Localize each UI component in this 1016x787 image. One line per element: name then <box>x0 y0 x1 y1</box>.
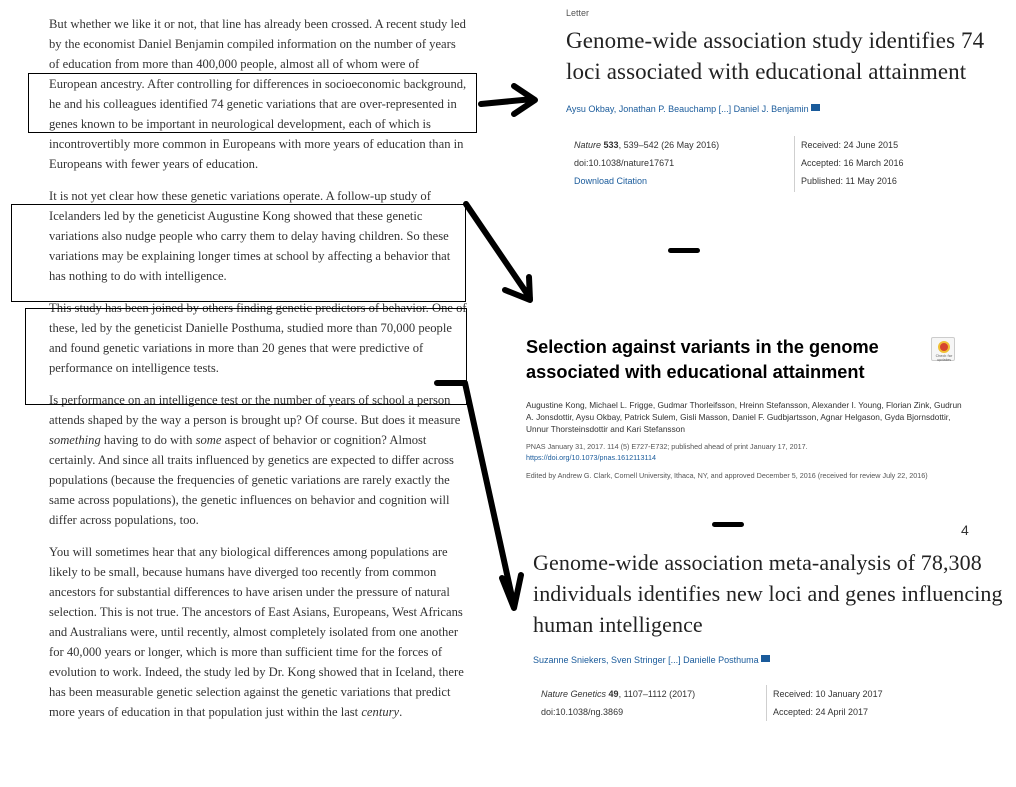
article-type-label: Letter <box>566 8 590 18</box>
paragraph-text: This study has been joined by others finding genetic predictors of behavior. One of these, led by the geneticist Danielle Posthuma, studied more than 70,000 people and found genetic variations in more than 20 genes that were predictive of performance on intelligence tests. <box>49 301 467 375</box>
arrow-to-paper2 <box>466 204 530 300</box>
paragraph-text: It is not yet clear how these genetic variations operate. A follow-up study of Icelanders led by the geneticist Augustine Kong showed that these genetic variations also nudge people who carry them to delay having children. So these variations may be explaining longer times at school by affecting a behavior that has nothing to do with intelligence. <box>49 189 451 283</box>
arrow-to-paper3 <box>437 383 521 608</box>
journal-citation: Nature Genetics 49, 1107–1112 (2017) <box>541 689 696 699</box>
journal-citation: Nature 533, 539–542 (26 May 2016) <box>574 140 720 150</box>
accepted-date: Accepted: 16 March 2016 <box>801 158 904 168</box>
author-list[interactable]: Suzanne Sniekers, Sven Stringer [...] Danielle Posthuma <box>533 655 1003 665</box>
paragraph-text: aspect of behavior or cognition? Almost certainly. And since all traits influenced by genetics are expected to differ across populations (because the frequencies of genetic variations are rarely exactly the same across populations), the genetic influences on behavior and cognition will differ across populations, too. <box>49 433 454 527</box>
paper-title[interactable]: Genome-wide association study identifies 74 loci associated with educational attainment <box>566 28 985 84</box>
paragraph-text: You will sometimes hear that any biological differences among populations are likely to be small, because humans have diverged too recently from common ancestors for substantial differences to have arisen under the pressure of natural selection. This is not true. The ancestors of East Asians, Europeans, West Africans and Australians were, until recently, almost completely isolated from one another for 40,000 years or longer, which is more than sufficient time for the forces of evolution to work. Indeed, the study led by Dr. Kong showed that in Iceland, there has been measurable genetic selection against the genetic variations that predict more years of education in that population just within the last <box>49 545 464 719</box>
paragraph-text: . <box>399 705 403 719</box>
check-for-updates-badge[interactable]: Check for updates <box>931 337 955 361</box>
paragraph-text: But whether we like it or not, that line has already been crossed. A recent study led by the economist Daniel Benjamin compiled information on the number of years of education from more than 400,000 people, almost all of whom were of European ancestry. After controlling for differences in socioeconomic background, he and his colleagues identified 74 genetic variations that are over-represented in genes known to be important in neurological development, each of which is incontrovertibly more common in Europeans with more years of education than in Europeans with fewer years of education. <box>49 17 467 171</box>
arrow-to-paper1 <box>481 86 535 114</box>
author-list: Augustine Kong, Michael L. Frigge, Gudmar Thorleifsson, Hreinn Stefansson, Alexander I. Young, Florian Zink, Gudrun A. Jonsdottir, Aysu Okbay, Patrick Sulem, Gisli Masson, Daniel F. Gudbjartsson, Agnar Helgason, Gyda Bjornsdottir, Unnur Thorsteinsdottir and Kari Stefansson <box>526 400 962 434</box>
published-date: Published: 11 May 2016 <box>801 176 897 186</box>
received-date: Received: 24 June 2015 <box>801 140 899 150</box>
paragraph-text: century <box>361 705 400 719</box>
doi-text: doi:10.1038/nature17671 <box>574 158 675 168</box>
author-list[interactable]: Aysu Okbay, Jonathan P. Beauchamp [...] Daniel J. Benjamin <box>566 104 1011 114</box>
editor-note: Edited by Andrew G. Clark, Cornell University, Ithaca, NY, and approved December 5, 2016 (received for review July 22, 2016) <box>526 471 928 480</box>
paragraph-text: something <box>49 433 101 447</box>
accepted-date: Accepted: 24 April 2017 <box>773 707 869 717</box>
download-citation-link[interactable]: Download Citation <box>574 176 648 186</box>
paragraph-text: Is performance on an intelligence test or the number of years of school a person attends shaped by the way a person is brought up? Of course. But does it measure <box>49 393 461 427</box>
paragraph-text: some <box>195 433 222 447</box>
publication-info: PNAS January 31, 2017. 114 (5) E727-E732; published ahead of print January 17, 2017. https://doi.org/10.1073/pnas.1612113114 <box>526 441 966 463</box>
paragraph-text: having to do with <box>100 433 196 447</box>
paper-title[interactable]: Genome-wide association meta-analysis of 78,308 individuals identifies new loci and genes influencing human intelligence <box>533 550 1003 637</box>
received-date: Received: 10 January 2017 <box>773 689 883 699</box>
doi-link[interactable]: https://doi.org/10.1073/pnas.1612113114 <box>526 453 657 462</box>
footnote-number: 4 <box>961 522 969 538</box>
doi-text: doi:10.1038/ng.3869 <box>541 707 624 717</box>
paper-title[interactable]: Selection against variants in the genome associated with educational attainment <box>526 337 879 382</box>
